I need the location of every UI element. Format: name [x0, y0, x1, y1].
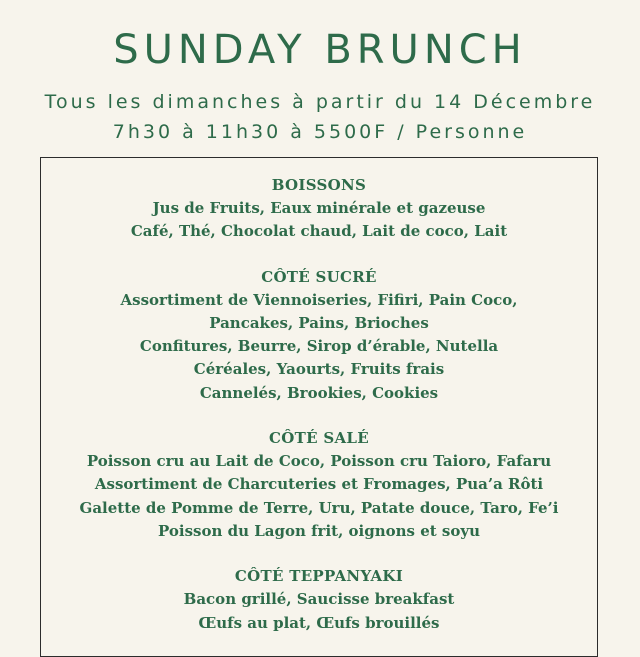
menu-line: Galette de Pomme de Terre, Uru, Patate douce, Taro, Fe’i: [79, 498, 559, 517]
menu-line: Cannelés, Brookies, Cookies: [199, 383, 439, 402]
menu-line: Assortiment de Viennoiseries, Fifiri, Pain Coco,: [120, 290, 518, 309]
menu-line: Jus de Fruits, Eaux minérale et gazeuse: [152, 199, 486, 217]
section-title: CÔTÉ SUCRÉ: [261, 267, 377, 286]
page-title: SUNDAY BRUNCH: [113, 27, 527, 73]
section-title: CÔTÉ TEPPANYAKI: [234, 567, 404, 586]
date-subtitle: Tous les dimanches à partir du 14 Décembre: [44, 91, 596, 113]
section-title: BOISSONS: [271, 176, 367, 194]
section-cote-sale: [41, 427, 597, 543]
section-boissons: [41, 174, 597, 244]
section-cote-sucre: [41, 266, 597, 405]
menu-content: [41, 174, 597, 657]
menu-line: Bacon grillé, Saucisse breakfast: [183, 590, 455, 609]
time-price-subtitle: 7h30 à 11h30 à 5500F / Personne: [112, 121, 528, 143]
menu-line: Céréales, Yaourts, Fruits frais: [193, 360, 445, 379]
menu-line: Assortiment de Charcuteries et Fromages, Pua’a Rôti: [94, 475, 544, 494]
menu-line: Œufs au plat, Œufs brouillés: [198, 613, 440, 632]
menu-line: Pancakes, Pains, Brioches: [209, 313, 429, 332]
menu-box: [40, 157, 598, 657]
menu-line: Café, Thé, Chocolat chaud, Lait de coco, Lait: [130, 222, 508, 241]
menu-line: Poisson cru au Lait de Coco, Poisson cru Taioro, Fafaru: [86, 452, 552, 471]
menu-line: Poisson du Lagon frit, oignons et soyu: [158, 521, 480, 540]
section-title: CÔTÉ SALÉ: [269, 429, 369, 448]
section-cote-teppanyaki: [41, 565, 597, 635]
menu-line: Confitures, Beurre, Sirop d’érable, Nutella: [139, 337, 499, 356]
